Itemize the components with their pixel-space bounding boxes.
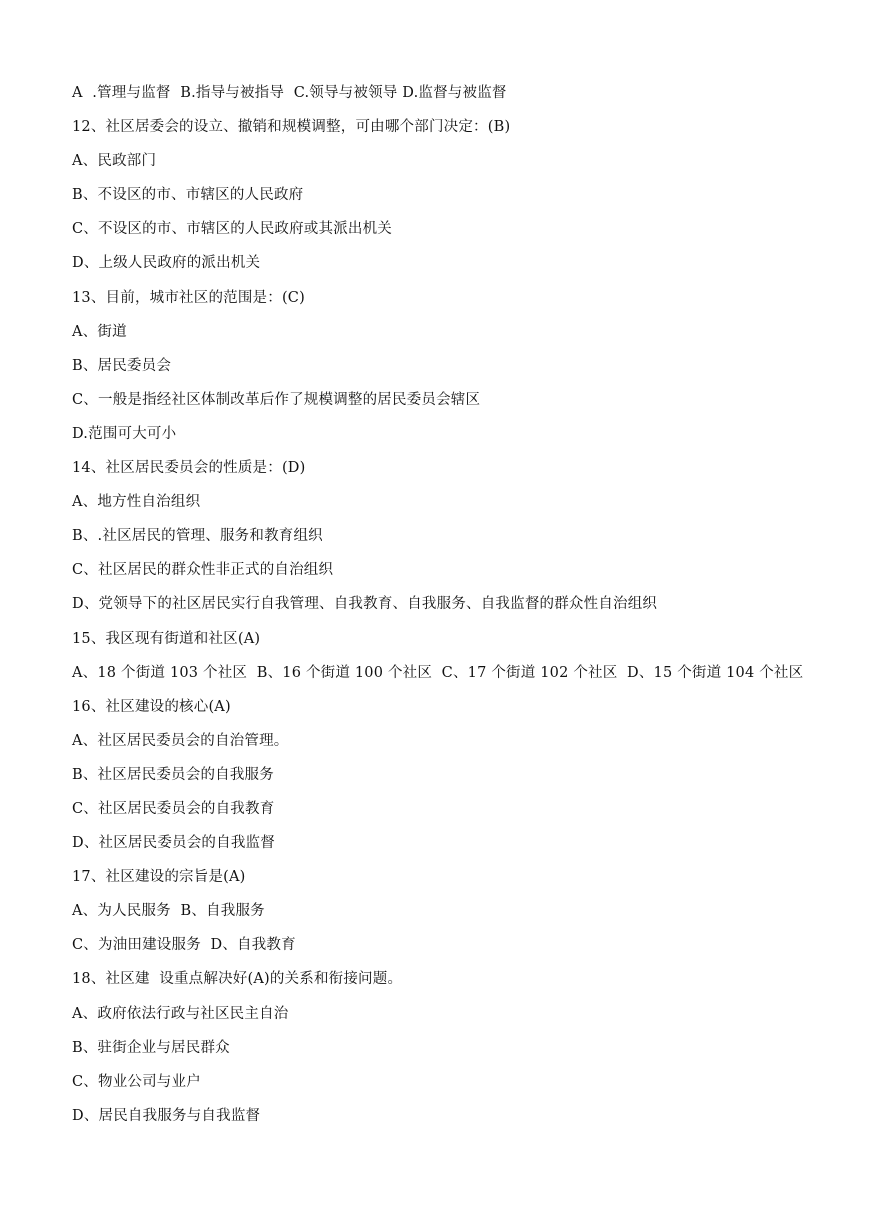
option-line: A、为人民服务 B、自我服务 [72, 903, 265, 920]
option-line: D、社区居民委员会的自我监督 [72, 835, 275, 852]
question-17: 17、社区建设的宗旨是(A) [72, 869, 246, 886]
option-line: B、驻街企业与居民群众 [72, 1039, 230, 1056]
option-line: A、18 个街道 103 个社区 B、16 个街道 100 个社区 C、17 个街道 102 个社区 D、15 个街道 104 个社区 [72, 664, 804, 681]
option-line: A、社区居民委员会的自治管理。 [72, 732, 289, 749]
option-line: C、一般是指经社区体制改革后作了规模调整的居民委员会辖区 [72, 391, 481, 408]
option-line: C、社区居民委员会的自我教育 [72, 800, 275, 817]
option-line: B、.社区居民的管理、服务和教育组织 [72, 528, 323, 545]
question-18: 18、社区建 设重点解决好(A)的关系和衔接问题。 [72, 971, 403, 988]
question-12: 12、社区居委会的设立、撤销和规模调整，可由哪个部门决定：(B) [72, 119, 511, 136]
option-line: C、社区居民的群众性非正式的自治组织 [72, 562, 334, 579]
option-line: B、居民委员会 [72, 357, 172, 374]
option-line: C、不设区的市、市辖区的人民政府或其派出机关 [72, 221, 392, 238]
option-line: D、党领导下的社区居民实行自我管理、自我教育、自我服务、自我监督的群众性自治组织 [72, 596, 658, 613]
option-line: A、街道 [72, 323, 127, 340]
question-13: 13、目前，城市社区的范围是：(C) [72, 289, 305, 306]
question-15: 15、我区现有街道和社区(A) [72, 630, 261, 647]
option-line: A、政府依法行政与社区民主自治 [72, 1005, 289, 1022]
option-line: D、居民自我服务与自我监督 [72, 1107, 261, 1124]
option-line: B、社区居民委员会的自我服务 [72, 766, 274, 783]
option-line: D.范围可大可小 [72, 425, 177, 442]
option-line: B、不设区的市、市辖区的人民政府 [72, 187, 304, 204]
question-16: 16、社区建设的核心(A) [72, 698, 231, 715]
document-text-body [72, 83, 852, 1140]
option-line: D、上级人民政府的派出机关 [72, 255, 261, 272]
option-line: C、物业公司与业户 [72, 1073, 201, 1090]
question-14: 14、社区居民委员会的性质是：(D) [72, 460, 306, 477]
text-line: A .管理与监督 B.指导与被指导 C.领导与被领导 D.监督与被监督 [72, 85, 507, 101]
option-line: A、地方性自治组织 [72, 494, 201, 511]
option-line: A、民政部门 [72, 153, 157, 170]
option-line: C、为油田建设服务 D、自我教育 [72, 937, 296, 954]
